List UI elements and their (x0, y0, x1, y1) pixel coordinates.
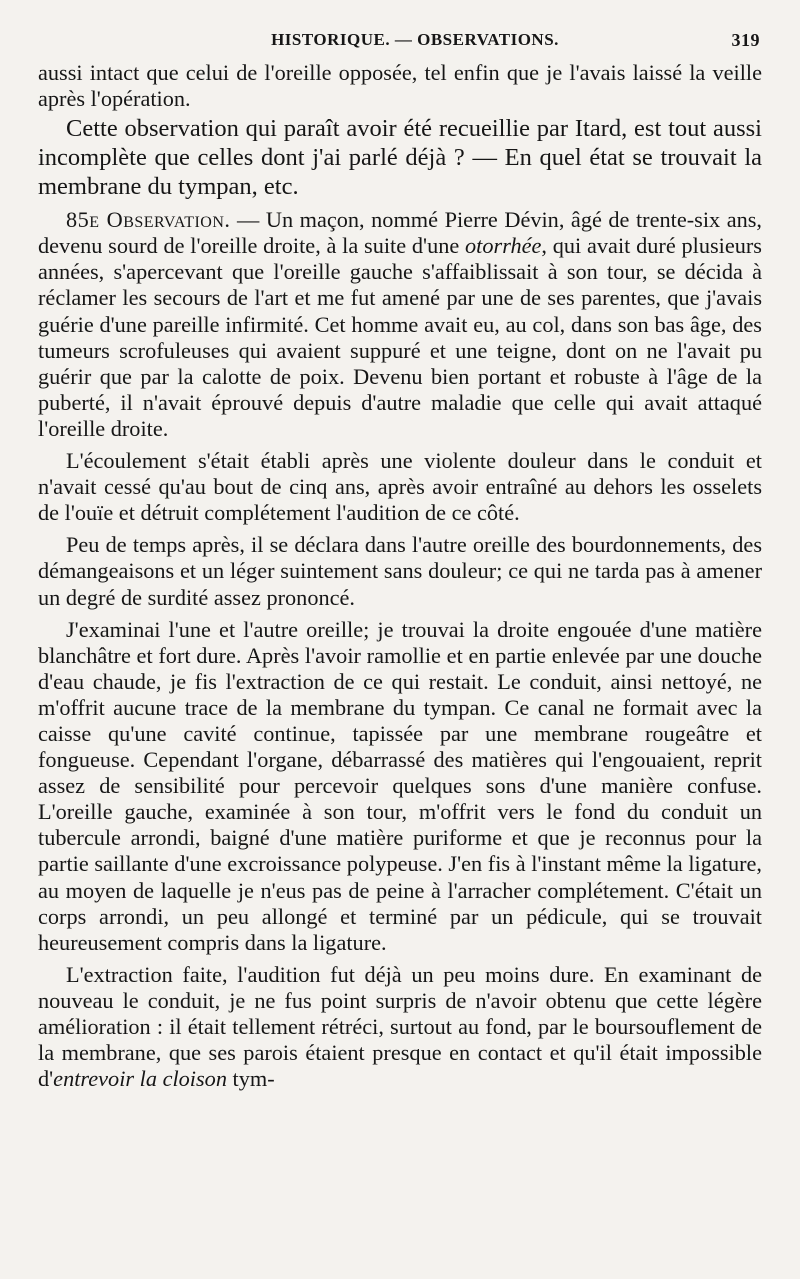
extraction-term-cloison: entrevoir la cloison (53, 1066, 227, 1092)
paragraph-continuation: aussi intact que celui de l'oreille opposée, tel enfin que je l'avais laissé la veille après l'opération. (38, 60, 762, 112)
observation-text-a: — Un maçon, nommé Pierre Dévin, âgé de trente-six ans, devenu sourd de l'oreille droite, à la suite d'une (38, 207, 762, 259)
paragraph-ecoulement: L'écoulement s'était établi après une violente douleur dans le conduit et n'avait cessé qu'au bout de cinq ans, après avoir entraîné au dehors les osselets de l'ouïe et détruit complétement l'audition de ce côté. (38, 448, 762, 526)
observation-term-otorrhee: otorrhée (465, 233, 542, 259)
paragraph-commentary: Cette observation qui paraît avoir été recueillie par Itard, est tout aussi incomplète que celles dont j'ai parlé déjà ? — En quel état se trouvait la membrane du tympan, etc. (38, 115, 762, 201)
paragraph-observation-85 (38, 207, 762, 442)
running-header (38, 30, 762, 60)
body-text (38, 60, 762, 1092)
paragraph-examen: J'examinai l'une et l'autre oreille; je trouvai la droite engouée d'une matière blanchâtre et fort dure. Après l'avoir ramollie et en partie enlevée par une douche d'eau chaude, je fis l'extraction de ce qui restait. Le conduit, ainsi nettoyé, ne m'offrit aucune trace de la membrane du tympan. Ce canal ne formait avec la caisse qu'une cavité continue, tapissée par une membrane rougeâtre et fongueuse. Cependant l'organe, débarrassé des matières qui l'engouaient, reprit assez de sensibilité pour percevoir quelques sons d'une manière confuse. L'oreille gauche, examinée à son tour, m'offrit vers le fond du conduit un tubercule arrondi, baigné d'une matière puriforme et que je reconnus pour la partie saillante d'une excroissance polypeuse. J'en fis à l'instant même la ligature, au moyen de laquelle je n'eus pas de peine à l'arracher complétement. C'était un corps arrondi, un peu allongé et terminé par un pédicule, qui se trouvait heureusement compris dans la ligature. (38, 616, 762, 955)
header-title: HISTORIQUE. — OBSERVATIONS. (271, 30, 559, 49)
paragraph-extraction (38, 962, 762, 1092)
observation-text-b: , qui avait duré plusieurs années, s'apercevant que l'oreille gauche s'affaiblissait à son tour, se décida à réclamer les secours de l'art et me fut amené par une de ses parentes, que j'avais guérie d'une pareille infirmité. Cet homme avait eu, au col, dans son bas âge, des tumeurs scrofuleuses qui avaient suppuré et une teigne, dont on ne l'avait pu guérir que par la calotte de poix. Devenu bien portant et robuste à l'âge de la puberté, il n'avait éprouvé depuis d'autre maladie que celle qui avait attaqué l'oreille droite. (38, 233, 762, 441)
extraction-text-b: tym- (226, 1066, 275, 1092)
extraction-text-a: L'extraction faite, l'audition fut déjà un peu moins dure. En examinant de nouveau le conduit, je ne fus point surpris de n'avoir obtenu que cette légère amélioration : il était tellement rétréci, surtout au fond, par le boursouflement de la membrane, que ses parois étaient presque en contact et qu'il était impossible d' (38, 961, 762, 1092)
observation-label: 85e Observation. (66, 207, 231, 233)
paragraph-bourdonnements: Peu de temps après, il se déclara dans l'autre oreille des bourdonnements, des démangeaisons et un léger suintement sans douleur; ce qui ne tarda pas à amener un degré de surdité assez prononcé. (38, 532, 762, 610)
page-number: 319 (731, 30, 760, 50)
